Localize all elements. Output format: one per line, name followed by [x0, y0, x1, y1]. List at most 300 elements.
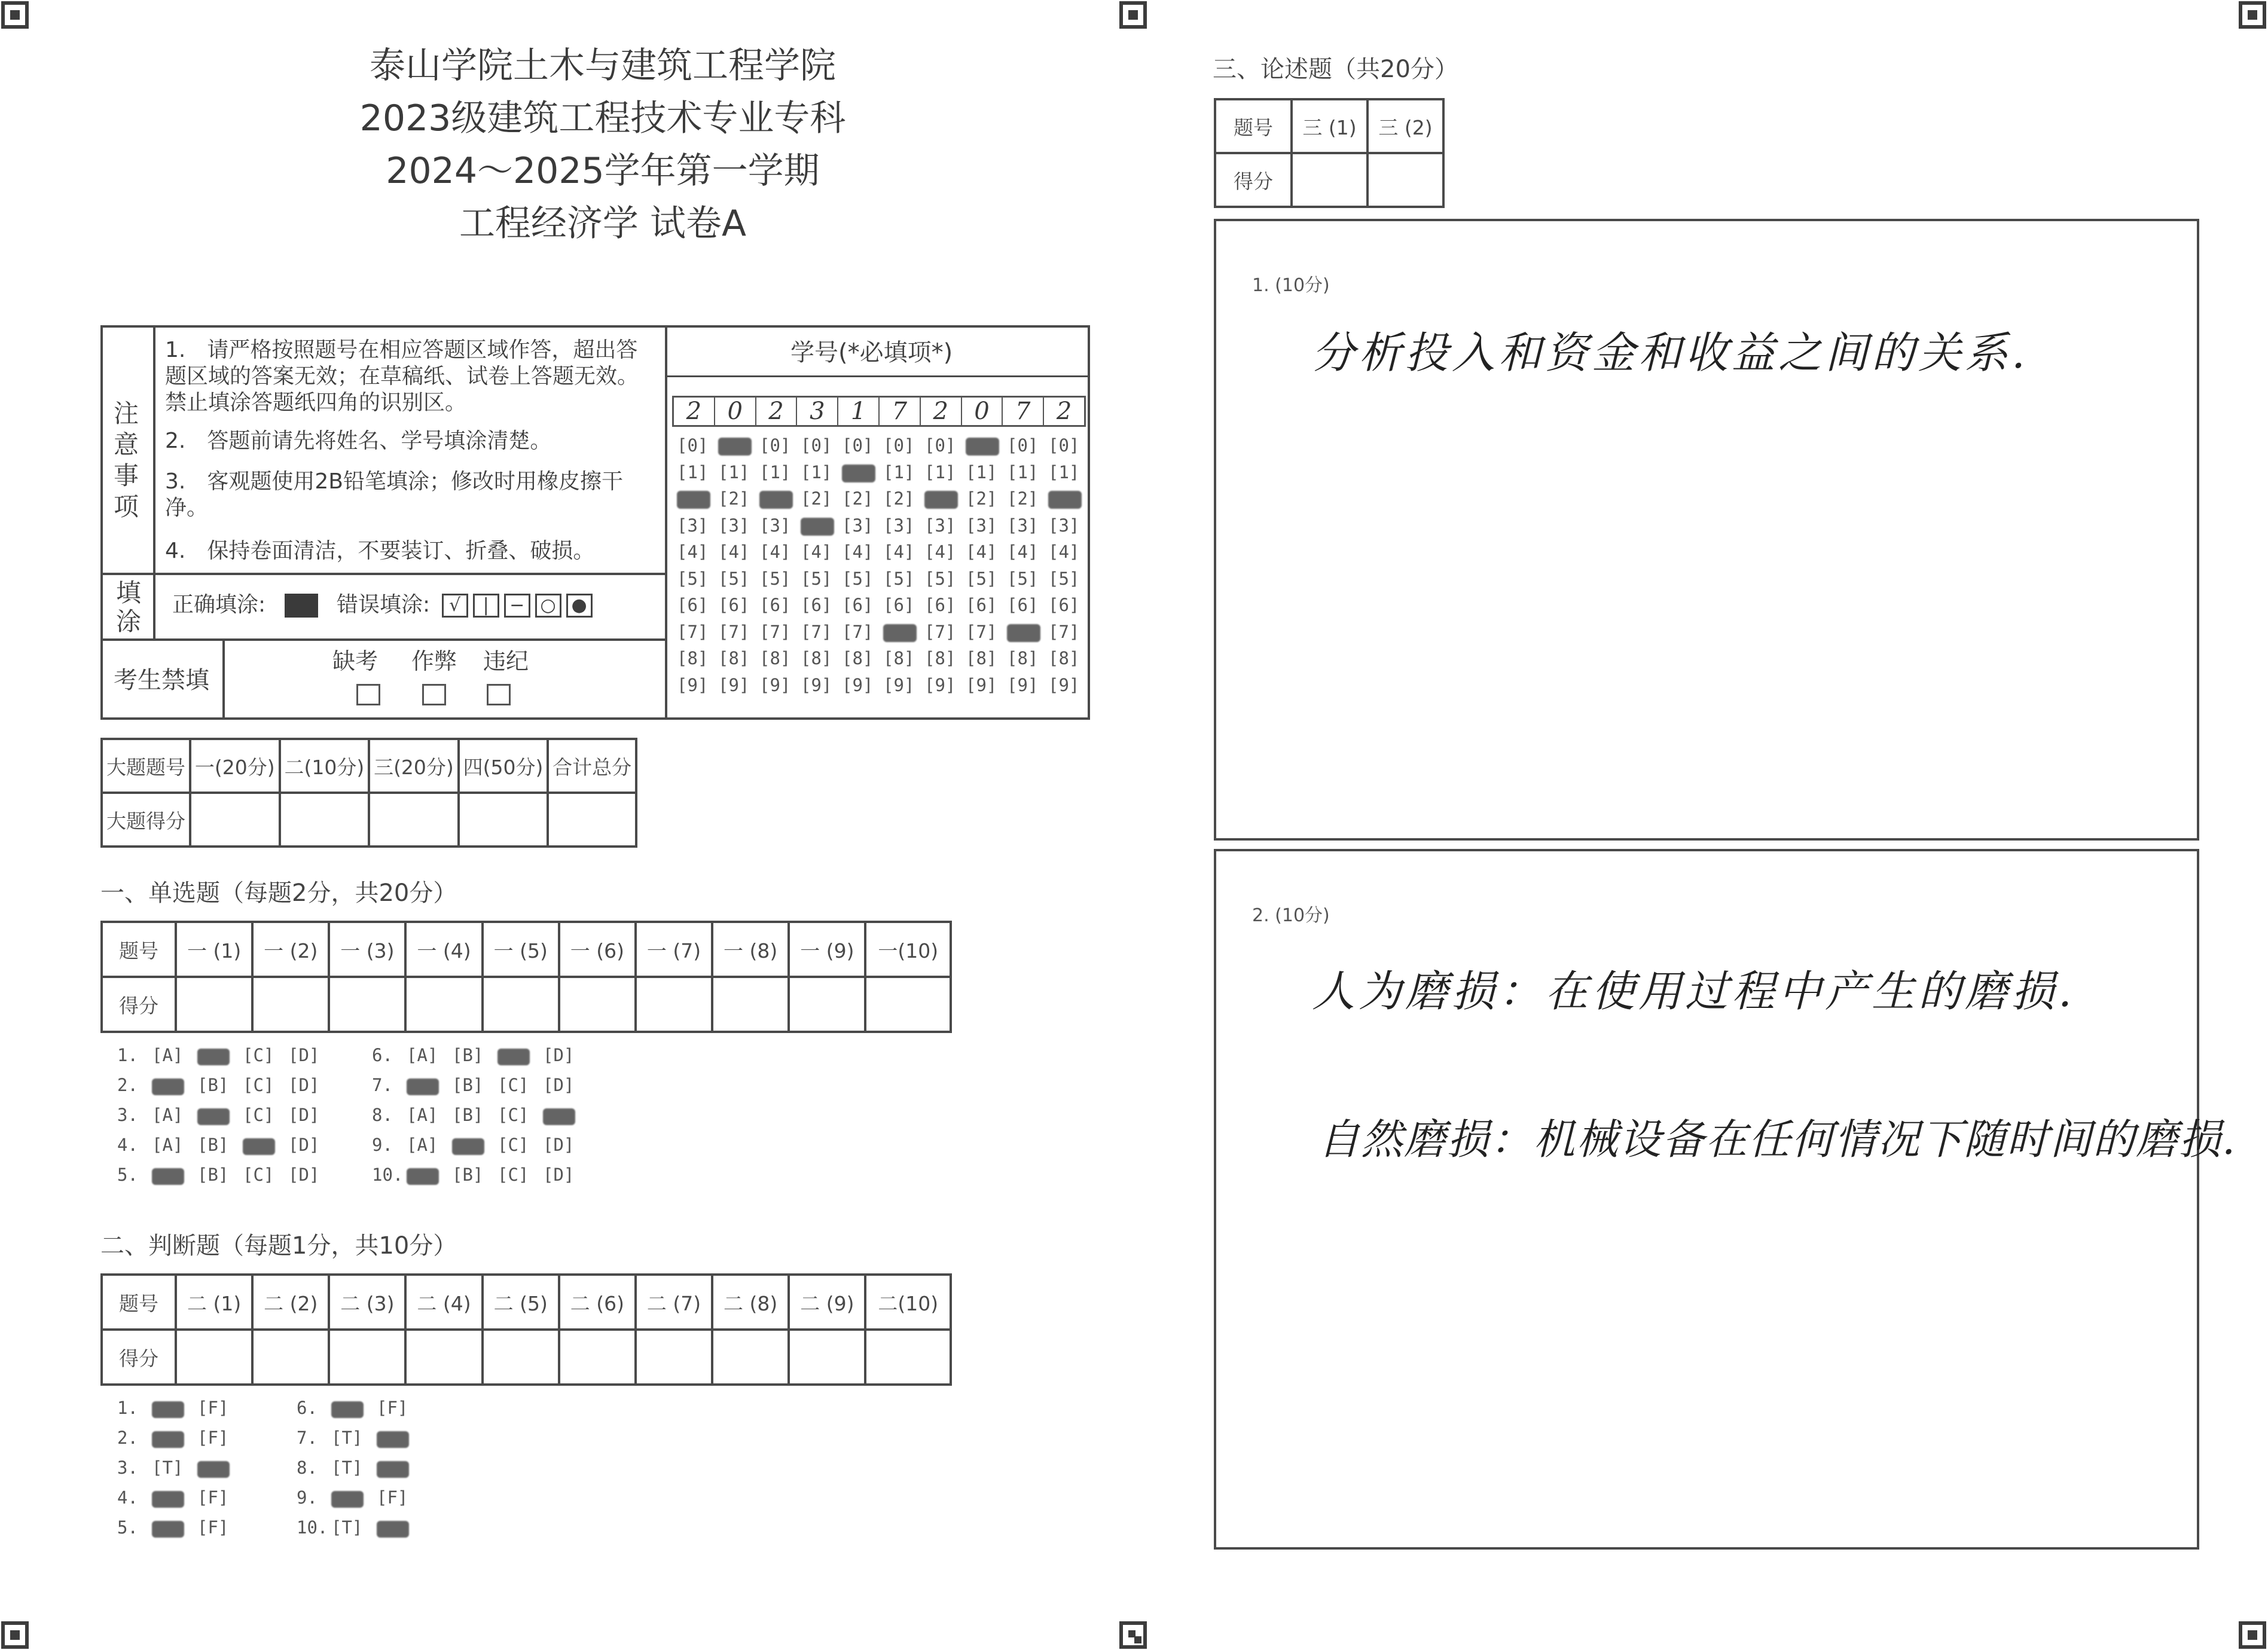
- score-summary-table: [100, 738, 637, 848]
- s1-option-bubble[interactable]: [D]: [543, 1075, 575, 1095]
- student-id-bubble[interactable]: [8]: [1048, 648, 1080, 668]
- student-id-bubble[interactable]: [8]: [718, 648, 750, 668]
- s1-question-number: 6.: [372, 1045, 393, 1065]
- student-id-bubble[interactable]: [1]: [1048, 462, 1080, 482]
- q2-label: 2. (10分): [1252, 905, 1330, 926]
- student-id-bubble[interactable]: [5]: [924, 568, 956, 589]
- fill-side-label: 填涂: [116, 578, 142, 636]
- student-id-bubble[interactable]: [3]: [966, 515, 997, 536]
- wrong-fill-bar: |: [473, 594, 499, 618]
- section3-score-table: [1214, 98, 1445, 208]
- student-id-bubble[interactable]: [2]: [1007, 488, 1039, 509]
- s3-score-cell[interactable]: [1367, 153, 1443, 207]
- student-id-bubble-grid[interactable]: [677, 435, 1089, 710]
- s1-question-number: 1.: [117, 1045, 138, 1065]
- student-id-bubble[interactable]: [0]: [759, 435, 791, 456]
- s2-header: 二 (2): [252, 1275, 329, 1330]
- student-id-bubble[interactable]: [1048, 491, 1082, 509]
- student-id-bubble[interactable]: [7]: [801, 621, 832, 642]
- s2-question-number: 2.: [117, 1428, 138, 1448]
- student-id-bubble[interactable]: [6]: [718, 595, 750, 615]
- s2-header: 二(10): [865, 1275, 951, 1330]
- s1-score-cell[interactable]: [405, 977, 482, 1032]
- student-id-bubble[interactable]: [718, 438, 752, 456]
- student-id-bubble[interactable]: [6]: [1007, 595, 1039, 615]
- student-id-bubble[interactable]: [7]: [677, 621, 709, 642]
- s1-option-bubble[interactable]: [C]: [243, 1075, 274, 1095]
- forbid-cheat-label: 作弊: [411, 648, 457, 674]
- s1-score-cell[interactable]: [636, 977, 712, 1032]
- student-id-bubble[interactable]: [4]: [759, 542, 791, 562]
- s2-score-cell[interactable]: [483, 1330, 559, 1385]
- student-id-digit-boxes: [672, 396, 1086, 427]
- s2-option-bubble[interactable]: [F]: [377, 1487, 408, 1508]
- student-id-bubble[interactable]: [5]: [966, 568, 997, 589]
- student-id-bubble[interactable]: [6]: [801, 595, 832, 615]
- student-id-title: 学号(*必填项*): [790, 339, 953, 366]
- s1-header: 一(10): [865, 922, 951, 977]
- s2-header: 二 (7): [636, 1275, 712, 1330]
- s2-option-bubble[interactable]: [152, 1431, 184, 1448]
- s1-option-bubble[interactable]: [C]: [243, 1105, 274, 1125]
- score-header: 合计总分: [548, 739, 636, 793]
- student-id-bubble[interactable]: [1007, 624, 1040, 642]
- student-id-bubble[interactable]: [6]: [883, 595, 915, 615]
- student-id-bubble[interactable]: [4]: [966, 542, 997, 562]
- correct-fill-sample: [285, 594, 318, 618]
- s2-option-bubble[interactable]: [T]: [331, 1428, 363, 1448]
- score-cell[interactable]: [459, 793, 548, 847]
- student-id-digit: 0: [715, 398, 756, 425]
- s2-question-number: 3.: [117, 1458, 138, 1478]
- student-id-bubble[interactable]: [5]: [718, 568, 750, 589]
- s1-option-bubble[interactable]: [C]: [243, 1165, 274, 1185]
- student-id-bubble[interactable]: [6]: [924, 595, 956, 615]
- corner-marker-bottom-right: [2239, 1621, 2266, 1649]
- s1-option-bubble[interactable]: [C]: [243, 1045, 274, 1065]
- wrong-fill-label: 错误填涂:: [337, 592, 431, 617]
- s2-option-bubble[interactable]: [F]: [197, 1517, 229, 1538]
- student-id-bubble[interactable]: [5]: [1007, 568, 1039, 589]
- s2-question-number: 6.: [297, 1398, 318, 1418]
- corner-marker-bottom-left: [1, 1621, 29, 1649]
- score-header: 一(20分): [190, 739, 280, 793]
- student-id-bubble[interactable]: [3]: [842, 515, 874, 536]
- s1-option-bubble[interactable]: [407, 1078, 439, 1095]
- student-id-bubble[interactable]: [5]: [842, 568, 874, 589]
- student-id-bubble[interactable]: [3]: [677, 515, 709, 536]
- s3-row-label: 得分: [1215, 153, 1292, 207]
- s2-score-cell[interactable]: [789, 1330, 865, 1385]
- student-id-bubble[interactable]: [3]: [759, 515, 791, 536]
- student-id-bubble[interactable]: [4]: [718, 542, 750, 562]
- s1-option-bubble[interactable]: [C]: [497, 1075, 529, 1095]
- student-id-bubble[interactable]: [7]: [759, 621, 791, 642]
- s2-option-bubble[interactable]: [152, 1401, 184, 1418]
- s1-header: 一 (8): [712, 922, 789, 977]
- q1-label: 1. (10分): [1252, 275, 1330, 296]
- s1-score-cell[interactable]: [789, 977, 865, 1032]
- score-row-label: 大题得分: [102, 793, 190, 847]
- s2-option-bubble[interactable]: [F]: [197, 1428, 229, 1448]
- student-id-bubble[interactable]: [7]: [842, 621, 874, 642]
- student-id-bubble[interactable]: [8]: [966, 648, 997, 668]
- s1-score-cell[interactable]: [712, 977, 789, 1032]
- corner-marker-bottom-middle: [1119, 1621, 1147, 1649]
- school-title: 泰山学院土木与建筑工程学院: [370, 45, 836, 87]
- section1-answer-bubbles[interactable]: [117, 1045, 655, 1194]
- student-id-bubble[interactable]: [0]: [883, 435, 915, 456]
- notice-item-4: 4. 保持卷面清洁，不要装订、折叠、破损。: [165, 539, 595, 563]
- s2-question-number: 5.: [117, 1517, 138, 1538]
- student-id-bubble[interactable]: [2]: [883, 488, 915, 509]
- s1-score-cell[interactable]: [865, 977, 951, 1032]
- s1-option-bubble[interactable]: [A]: [152, 1105, 184, 1125]
- corner-marker-top-left: [1, 1, 29, 29]
- s1-option-bubble[interactable]: [C]: [497, 1165, 529, 1185]
- student-id-bubble[interactable]: [4]: [677, 542, 709, 562]
- s1-option-bubble[interactable]: [A]: [407, 1105, 438, 1125]
- s1-question-number: 2.: [117, 1075, 138, 1095]
- s2-option-bubble[interactable]: [377, 1461, 409, 1478]
- s2-score-cell[interactable]: [329, 1330, 405, 1385]
- q2-handwritten-answer-line2: 自然磨损：机械设备在任何情况下随时间的磨损.: [1318, 1115, 2237, 1164]
- student-id-bubble[interactable]: [0]: [842, 435, 874, 456]
- student-id-digit: 2: [921, 398, 962, 425]
- student-id-bubble[interactable]: [1]: [966, 462, 997, 482]
- s1-header: 一 (1): [176, 922, 252, 977]
- s3-header: 三 (1): [1292, 99, 1367, 153]
- s1-option-bubble[interactable]: [A]: [152, 1135, 184, 1155]
- s2-question-number: 10.: [297, 1517, 328, 1538]
- notice-side-label: 注意事项: [114, 399, 139, 521]
- score-header: 大题题号: [102, 739, 190, 793]
- s2-score-cell[interactable]: [712, 1330, 789, 1385]
- student-id-bubble[interactable]: [8]: [883, 648, 915, 668]
- forbid-absent-label: 缺考: [332, 648, 378, 674]
- s2-header: 二 (6): [559, 1275, 636, 1330]
- s2-score-cell[interactable]: [636, 1330, 712, 1385]
- student-id-digit: 2: [674, 398, 715, 425]
- s1-option-bubble[interactable]: [152, 1078, 184, 1095]
- exam-title: 工程经济学 试卷A: [459, 203, 747, 245]
- student-id-bubble[interactable]: [8]: [924, 648, 956, 668]
- s1-option-bubble[interactable]: [B]: [197, 1135, 229, 1155]
- student-id-bubble[interactable]: [9]: [759, 674, 791, 695]
- s1-option-bubble[interactable]: [A]: [407, 1135, 438, 1155]
- wrong-fill-circle: ○: [535, 594, 561, 618]
- student-id-bubble[interactable]: [3]: [1007, 515, 1039, 536]
- s2-header: 二 (8): [712, 1275, 789, 1330]
- s2-option-bubble[interactable]: [331, 1491, 364, 1508]
- student-id-bubble[interactable]: [0]: [1048, 435, 1080, 456]
- s2-row-label: 得分: [102, 1330, 176, 1385]
- student-id-bubble[interactable]: [4]: [924, 542, 956, 562]
- score-cell[interactable]: [280, 793, 370, 847]
- notice-item-1: 1. 请严格按照题号在相应答题区域作答，超出答题区域的答案无效；在草稿纸、试卷上答题无效。禁止填涂答题纸四角的识别区。: [165, 338, 639, 415]
- s1-score-cell[interactable]: [483, 977, 559, 1032]
- score-cell[interactable]: [548, 793, 636, 847]
- s2-option-bubble[interactable]: [377, 1431, 409, 1448]
- student-id-bubble[interactable]: [8]: [1007, 648, 1039, 668]
- s1-option-bubble[interactable]: [C]: [497, 1135, 529, 1155]
- student-id-bubble[interactable]: [4]: [842, 542, 874, 562]
- notice-col-divider-2: [153, 573, 155, 640]
- student-id-bubble[interactable]: [9]: [1048, 674, 1080, 695]
- section1-score-table: [100, 921, 952, 1033]
- s2-option-bubble[interactable]: [152, 1521, 184, 1538]
- fill-example-row: [172, 592, 663, 618]
- s2-header: 二 (9): [789, 1275, 865, 1330]
- student-id-bubble[interactable]: [2]: [718, 488, 750, 509]
- s1-option-bubble[interactable]: [B]: [452, 1105, 484, 1125]
- section3-title: 三、论述题（共20分）: [1213, 56, 1458, 83]
- semester-title: 2024～2025学年第一学期: [386, 150, 820, 192]
- s1-option-bubble[interactable]: [D]: [288, 1135, 320, 1155]
- s1-option-bubble[interactable]: [C]: [497, 1105, 529, 1125]
- s1-option-bubble[interactable]: [243, 1138, 275, 1155]
- student-id-bubble[interactable]: [1]: [883, 462, 915, 482]
- student-id-bubble[interactable]: [9]: [677, 674, 709, 695]
- s2-question-number: 7.: [297, 1428, 318, 1448]
- s1-header: 一 (6): [559, 922, 636, 977]
- student-id-bubble[interactable]: [9]: [966, 674, 997, 695]
- s1-question-number: 5.: [117, 1165, 138, 1185]
- s1-header: 一 (2): [252, 922, 329, 977]
- s1-score-cell[interactable]: [252, 977, 329, 1032]
- s2-option-bubble[interactable]: [T]: [331, 1517, 363, 1538]
- answer-box-q1[interactable]: [1214, 219, 2199, 841]
- s1-option-bubble[interactable]: [D]: [543, 1165, 575, 1185]
- notice-col-divider-3: [222, 638, 225, 720]
- s1-question-number: 9.: [372, 1135, 393, 1155]
- student-id-bubble[interactable]: [6]: [842, 595, 874, 615]
- student-id-bubble[interactable]: [801, 518, 834, 536]
- s1-score-cell[interactable]: [559, 977, 636, 1032]
- notice-item-3: 3. 客观题使用2B铅笔填涂；修改时用橡皮擦干净。: [165, 469, 623, 520]
- s2-score-cell[interactable]: [176, 1330, 252, 1385]
- s1-score-cell[interactable]: [329, 977, 405, 1032]
- student-id-digit: 0: [962, 398, 1003, 425]
- s2-score-cell[interactable]: [865, 1330, 951, 1385]
- s2-question-number: 8.: [297, 1458, 318, 1478]
- student-id-bubble[interactable]: [5]: [677, 568, 709, 589]
- s2-score-cell[interactable]: [405, 1330, 482, 1385]
- student-id-bubble[interactable]: [4]: [801, 542, 832, 562]
- student-id-bubble[interactable]: [2]: [966, 488, 997, 509]
- student-id-bubble[interactable]: [8]: [842, 648, 874, 668]
- s1-header: 一 (9): [789, 922, 865, 977]
- student-id-bubble[interactable]: [759, 491, 793, 509]
- student-id-bubble[interactable]: [8]: [677, 648, 709, 668]
- s2-option-bubble[interactable]: [F]: [197, 1398, 229, 1418]
- s1-question-number: 3.: [117, 1105, 138, 1125]
- notice-col-divider: [153, 328, 155, 575]
- section2-score-table: [100, 1273, 952, 1386]
- q1-handwritten-answer: 分析投入和资金和收益之间的关系.: [1312, 328, 2029, 378]
- s2-header: 二 (1): [176, 1275, 252, 1330]
- s1-option-bubble[interactable]: [A]: [152, 1045, 184, 1065]
- student-id-bubble[interactable]: [1]: [759, 462, 791, 482]
- student-id-bubble[interactable]: [1]: [924, 462, 956, 482]
- s1-option-bubble[interactable]: [407, 1168, 439, 1185]
- student-id-bubble[interactable]: [3]: [718, 515, 750, 536]
- s1-option-bubble[interactable]: [452, 1138, 484, 1155]
- s2-header: 二 (5): [483, 1275, 559, 1330]
- student-id-bubble[interactable]: [7]: [924, 621, 956, 642]
- s1-option-bubble[interactable]: [197, 1108, 230, 1125]
- student-id-bubble[interactable]: [6]: [759, 595, 791, 615]
- s1-option-bubble[interactable]: [B]: [452, 1165, 484, 1185]
- s1-option-bubble[interactable]: [543, 1108, 575, 1125]
- student-id-bubble[interactable]: [9]: [883, 674, 915, 695]
- section1-title: 一、单选题（每题2分，共20分）: [100, 879, 457, 907]
- student-id-digit: 1: [838, 398, 880, 425]
- s1-option-bubble[interactable]: [A]: [407, 1045, 438, 1065]
- s1-option-bubble[interactable]: [D]: [543, 1135, 575, 1155]
- student-id-bubble[interactable]: [7]: [718, 621, 750, 642]
- student-id-bubble[interactable]: [9]: [801, 674, 832, 695]
- student-id-bubble[interactable]: [4]: [883, 542, 915, 562]
- s3-header: 三 (2): [1367, 99, 1443, 153]
- student-id-bubble[interactable]: [1]: [718, 462, 750, 482]
- s2-score-cell[interactable]: [559, 1330, 636, 1385]
- student-id-bubble[interactable]: [0]: [924, 435, 956, 456]
- wrong-fill-check: √: [442, 594, 468, 618]
- forbid-absent-checkbox[interactable]: [356, 684, 380, 705]
- s1-option-bubble[interactable]: [D]: [543, 1045, 575, 1065]
- s1-option-bubble[interactable]: [B]: [197, 1075, 229, 1095]
- student-id-bubble[interactable]: [3]: [1048, 515, 1080, 536]
- student-id-bubble[interactable]: [1]: [1007, 462, 1039, 482]
- s1-option-bubble[interactable]: [D]: [288, 1105, 320, 1125]
- student-id-bubble[interactable]: [677, 491, 710, 509]
- s3-header: 题号: [1215, 99, 1292, 153]
- s2-option-bubble[interactable]: [197, 1461, 230, 1478]
- student-id-bubble[interactable]: [4]: [1048, 542, 1080, 562]
- student-id-bubble[interactable]: [6]: [966, 595, 997, 615]
- s1-option-bubble[interactable]: [D]: [288, 1075, 320, 1095]
- student-id-bubble[interactable]: [5]: [883, 568, 915, 589]
- student-id-bubble[interactable]: [4]: [1007, 542, 1039, 562]
- student-id-bubble[interactable]: [842, 465, 875, 482]
- forbid-cheat-checkbox[interactable]: [422, 684, 446, 705]
- s2-option-bubble[interactable]: [T]: [152, 1458, 184, 1478]
- corner-marker-top-right: [2239, 1, 2266, 29]
- student-id-digit: 3: [797, 398, 838, 425]
- s1-option-bubble[interactable]: [D]: [288, 1045, 320, 1065]
- forbid-label: 考生禁填: [114, 667, 209, 694]
- student-id-bubble[interactable]: [3]: [924, 515, 956, 536]
- s2-option-bubble[interactable]: [T]: [331, 1458, 363, 1478]
- s1-score-cell[interactable]: [176, 977, 252, 1032]
- correct-fill-label: 正确填涂:: [172, 592, 266, 617]
- student-id-bubble[interactable]: [9]: [1007, 674, 1039, 695]
- student-id-bubble[interactable]: [6]: [1048, 595, 1080, 615]
- student-id-bubble[interactable]: [2]: [801, 488, 832, 509]
- s1-header: 一 (4): [405, 922, 482, 977]
- student-id-bubble[interactable]: [5]: [759, 568, 791, 589]
- s1-option-bubble[interactable]: [152, 1168, 184, 1185]
- forbid-violation-checkbox[interactable]: [487, 684, 511, 705]
- s2-header: 二 (4): [405, 1275, 482, 1330]
- notice-item-2: 2. 答题前请先将姓名、学号填涂清楚。: [165, 429, 552, 453]
- section2-title: 二、判断题（每题1分，共10分）: [100, 1232, 457, 1260]
- score-header: 四(50分): [459, 739, 548, 793]
- student-id-bubble[interactable]: [0]: [1007, 435, 1039, 456]
- student-id-bubble[interactable]: [6]: [677, 595, 709, 615]
- s2-option-bubble[interactable]: [F]: [197, 1487, 229, 1508]
- student-id-bubble[interactable]: [0]: [801, 435, 832, 456]
- notice-box: [100, 325, 1090, 720]
- student-id-bubble[interactable]: [1]: [677, 462, 709, 482]
- s2-option-bubble[interactable]: [152, 1491, 184, 1508]
- s2-option-bubble[interactable]: [331, 1401, 364, 1418]
- s2-question-number: 9.: [297, 1487, 318, 1508]
- s1-option-bubble[interactable]: [197, 1049, 230, 1065]
- student-id-digit: 2: [756, 398, 798, 425]
- student-id-digit: 2: [1056, 398, 1072, 425]
- student-id-bubble[interactable]: [1]: [801, 462, 832, 482]
- score-cell[interactable]: [369, 793, 459, 847]
- student-id-bubble[interactable]: [883, 624, 917, 642]
- s1-question-number: 8.: [372, 1105, 393, 1125]
- student-id-bubble[interactable]: [0]: [677, 435, 709, 456]
- student-id-bubble[interactable]: [7]: [1048, 621, 1080, 642]
- student-id-bubble[interactable]: [8]: [759, 648, 791, 668]
- student-id-digit: 7: [880, 398, 921, 425]
- student-id-bubble[interactable]: [3]: [883, 515, 915, 536]
- student-id-bubble[interactable]: [9]: [924, 674, 956, 695]
- s2-option-bubble[interactable]: [377, 1521, 409, 1538]
- score-cell[interactable]: [190, 793, 280, 847]
- student-id-bubble[interactable]: [5]: [801, 568, 832, 589]
- section2-answer-bubbles[interactable]: [117, 1398, 536, 1547]
- s2-option-bubble[interactable]: [F]: [377, 1398, 408, 1418]
- s1-header: 一 (3): [329, 922, 405, 977]
- s1-question-number: 7.: [372, 1075, 393, 1095]
- student-id-bubble[interactable]: [7]: [966, 621, 997, 642]
- s2-header: 二 (3): [329, 1275, 405, 1330]
- notice-row-divider-1: [103, 573, 665, 575]
- s2-question-number: 1.: [117, 1398, 138, 1418]
- student-id-bubble[interactable]: [966, 438, 999, 456]
- notice-divider-vertical: [665, 328, 667, 720]
- student-id-bubble[interactable]: [9]: [842, 674, 874, 695]
- s1-option-bubble[interactable]: [B]: [452, 1075, 484, 1095]
- student-id-bubble[interactable]: [8]: [801, 648, 832, 668]
- student-id-bubble[interactable]: [924, 491, 958, 509]
- student-id-bubble[interactable]: [2]: [842, 488, 874, 509]
- student-id-bubble[interactable]: [9]: [718, 674, 750, 695]
- s1-option-bubble[interactable]: [497, 1049, 530, 1065]
- s2-header: 题号: [102, 1275, 176, 1330]
- score-header: 二(10分): [280, 739, 370, 793]
- forbid-violation-label: 违纪: [483, 648, 529, 674]
- student-id-divider: [667, 375, 1090, 377]
- s1-option-bubble[interactable]: [B]: [452, 1045, 484, 1065]
- s1-question-number: 10.: [372, 1165, 404, 1185]
- s2-score-cell[interactable]: [252, 1330, 329, 1385]
- notice-row-divider-2: [103, 638, 665, 641]
- s3-score-cell[interactable]: [1292, 153, 1367, 207]
- s1-option-bubble[interactable]: [D]: [288, 1165, 320, 1185]
- student-id-bubble[interactable]: [5]: [1048, 568, 1080, 589]
- wrong-fill-dash: −: [504, 594, 530, 618]
- s1-option-bubble[interactable]: [B]: [197, 1165, 229, 1185]
- s1-row-label: 得分: [102, 977, 176, 1032]
- answer-box-q2[interactable]: [1214, 849, 2237, 1550]
